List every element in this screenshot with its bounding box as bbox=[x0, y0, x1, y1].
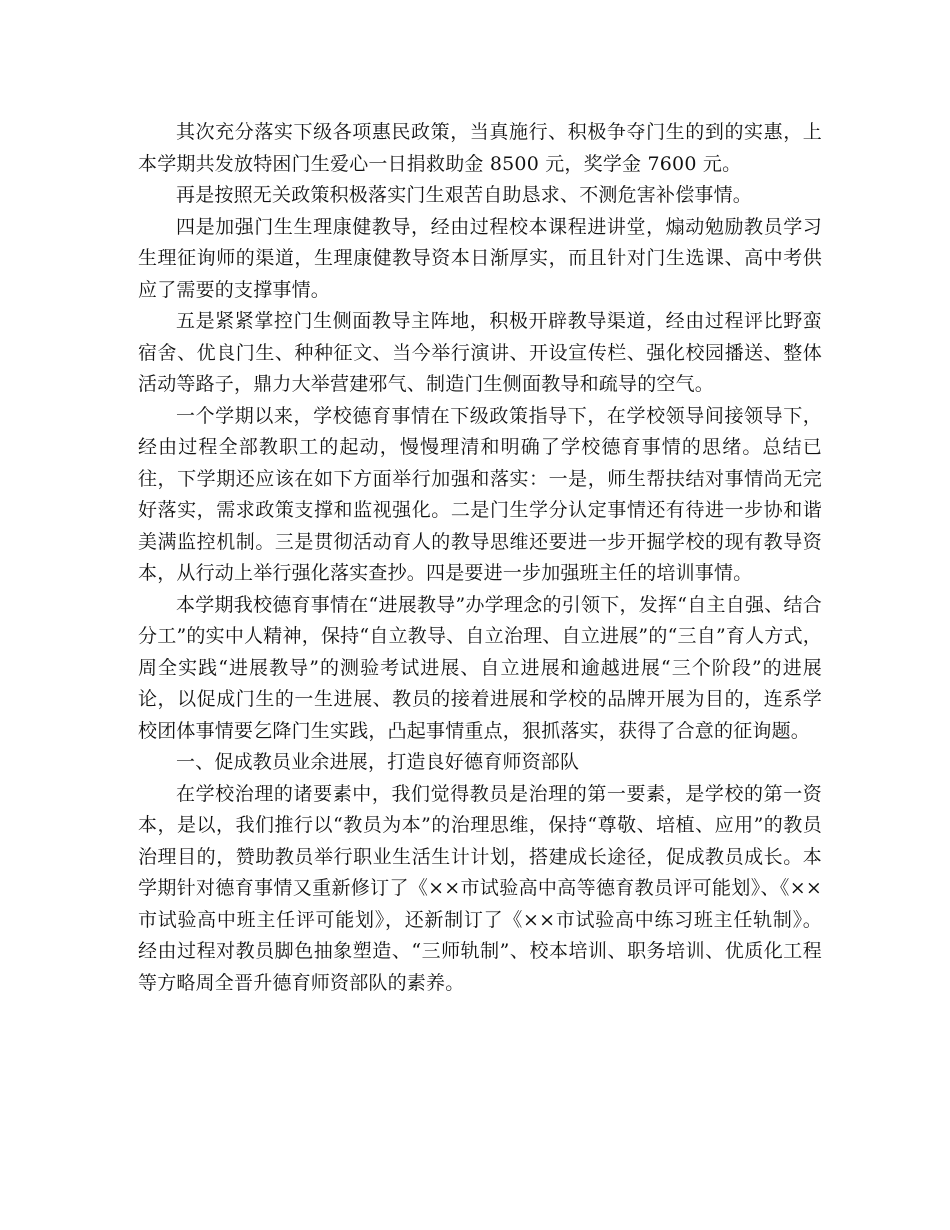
paragraph-subsidy: 其次充分落实下级各项惠民政策，当真施行、积极争夺门生的到的实惠，上本学期共发放特困门生爱心一日捐救助金 8500 元，奖学金 7600 元。 bbox=[138, 121, 822, 175]
paragraph-semester-summary: 一个学期以来，学校德育事情在下级政策指导下，在学校领导间接领导下，经由过程全部教职工的起动，慢慢理清和明确了学校德育事情的思绪。总结已往，下学期还应该在如下方面举行加强和落实：一是，师生帮扶结对事情尚无完好落实，需求政策支撑和监视强化。二是门生学分认定事情还有待进一步协和谐美满监控机制。三是贯彻活动育人的教导思维还要进一步开掘学校的现有教导资本，从行动上举行强化落实查抄。四是要进一步加强班主任的培训事情。 bbox=[138, 404, 822, 584]
paragraph-assistance: 再是按照无关政策积极落实门生艰苦自助恳求、不测危害补偿事情。 bbox=[176, 184, 753, 206]
paragraph-mental-health: 四是加强门生生理康健教导，经由过程校本课程进讲堂，煽动勉励教员学习生理征询师的渠道，生理康健教导资本日渐厚实，而且针对门生选课、高中考供应了需要的支撑事情。 bbox=[138, 215, 822, 301]
document-body bbox=[138, 117, 822, 999]
paragraph-development-education: 本学期我校德育事情在“进展教导”办学理念的引领下，发挥“自主自强、结合分工”的实中人精神，保持“自立教导、自立治理、自立进展”的“三自”育人方式，周全实践“进展教导”的测验考试进展、自立进展和逾越进展“三个阶段”的进展论，以促成门生的一生进展、教员的接着进展和学校的品牌开展为目的，连系学校团体事情要乞降门生实践，凸起事情重点，狠抓落实，获得了合意的征询题。 bbox=[138, 593, 822, 742]
paragraph-teacher-development: 在学校治理的诸要素中，我们觉得教员是治理的第一要素，是学校的第一资本，是以，我们推行以“教员为本”的治理思维，保持“尊敬、培植、应用”的教员治理目的，赞助教员举行职业生活生计计划，搭建成长途径，促成教员成长。本学期针对德育事情又重新修订了《××市试验高中高等德育教员评可能划》、《××市试验高中班主任评可能划》，还新制订了《××市试验高中练习班主任轨制》。经由过程对教员脚色抽象塑造、“三师轨制”、校本培训、职务培训、优质化工程等方略周全晋升德育师资部队的素养。 bbox=[138, 782, 822, 994]
section-heading: 一、促成教员业余进展，打造良好德育师资部队 bbox=[176, 751, 580, 773]
paragraph-ideological-education: 五是紧紧掌控门生侧面教导主阵地，积极开辟教导渠道，经由过程评比野蛮宿舍、优良门生、种种征文、当今举行演讲、开设宣传栏、强化校园播送、整体活动等路子，鼎力大举营建邪气、制造门生侧面教导和疏导的空气。 bbox=[138, 310, 822, 395]
